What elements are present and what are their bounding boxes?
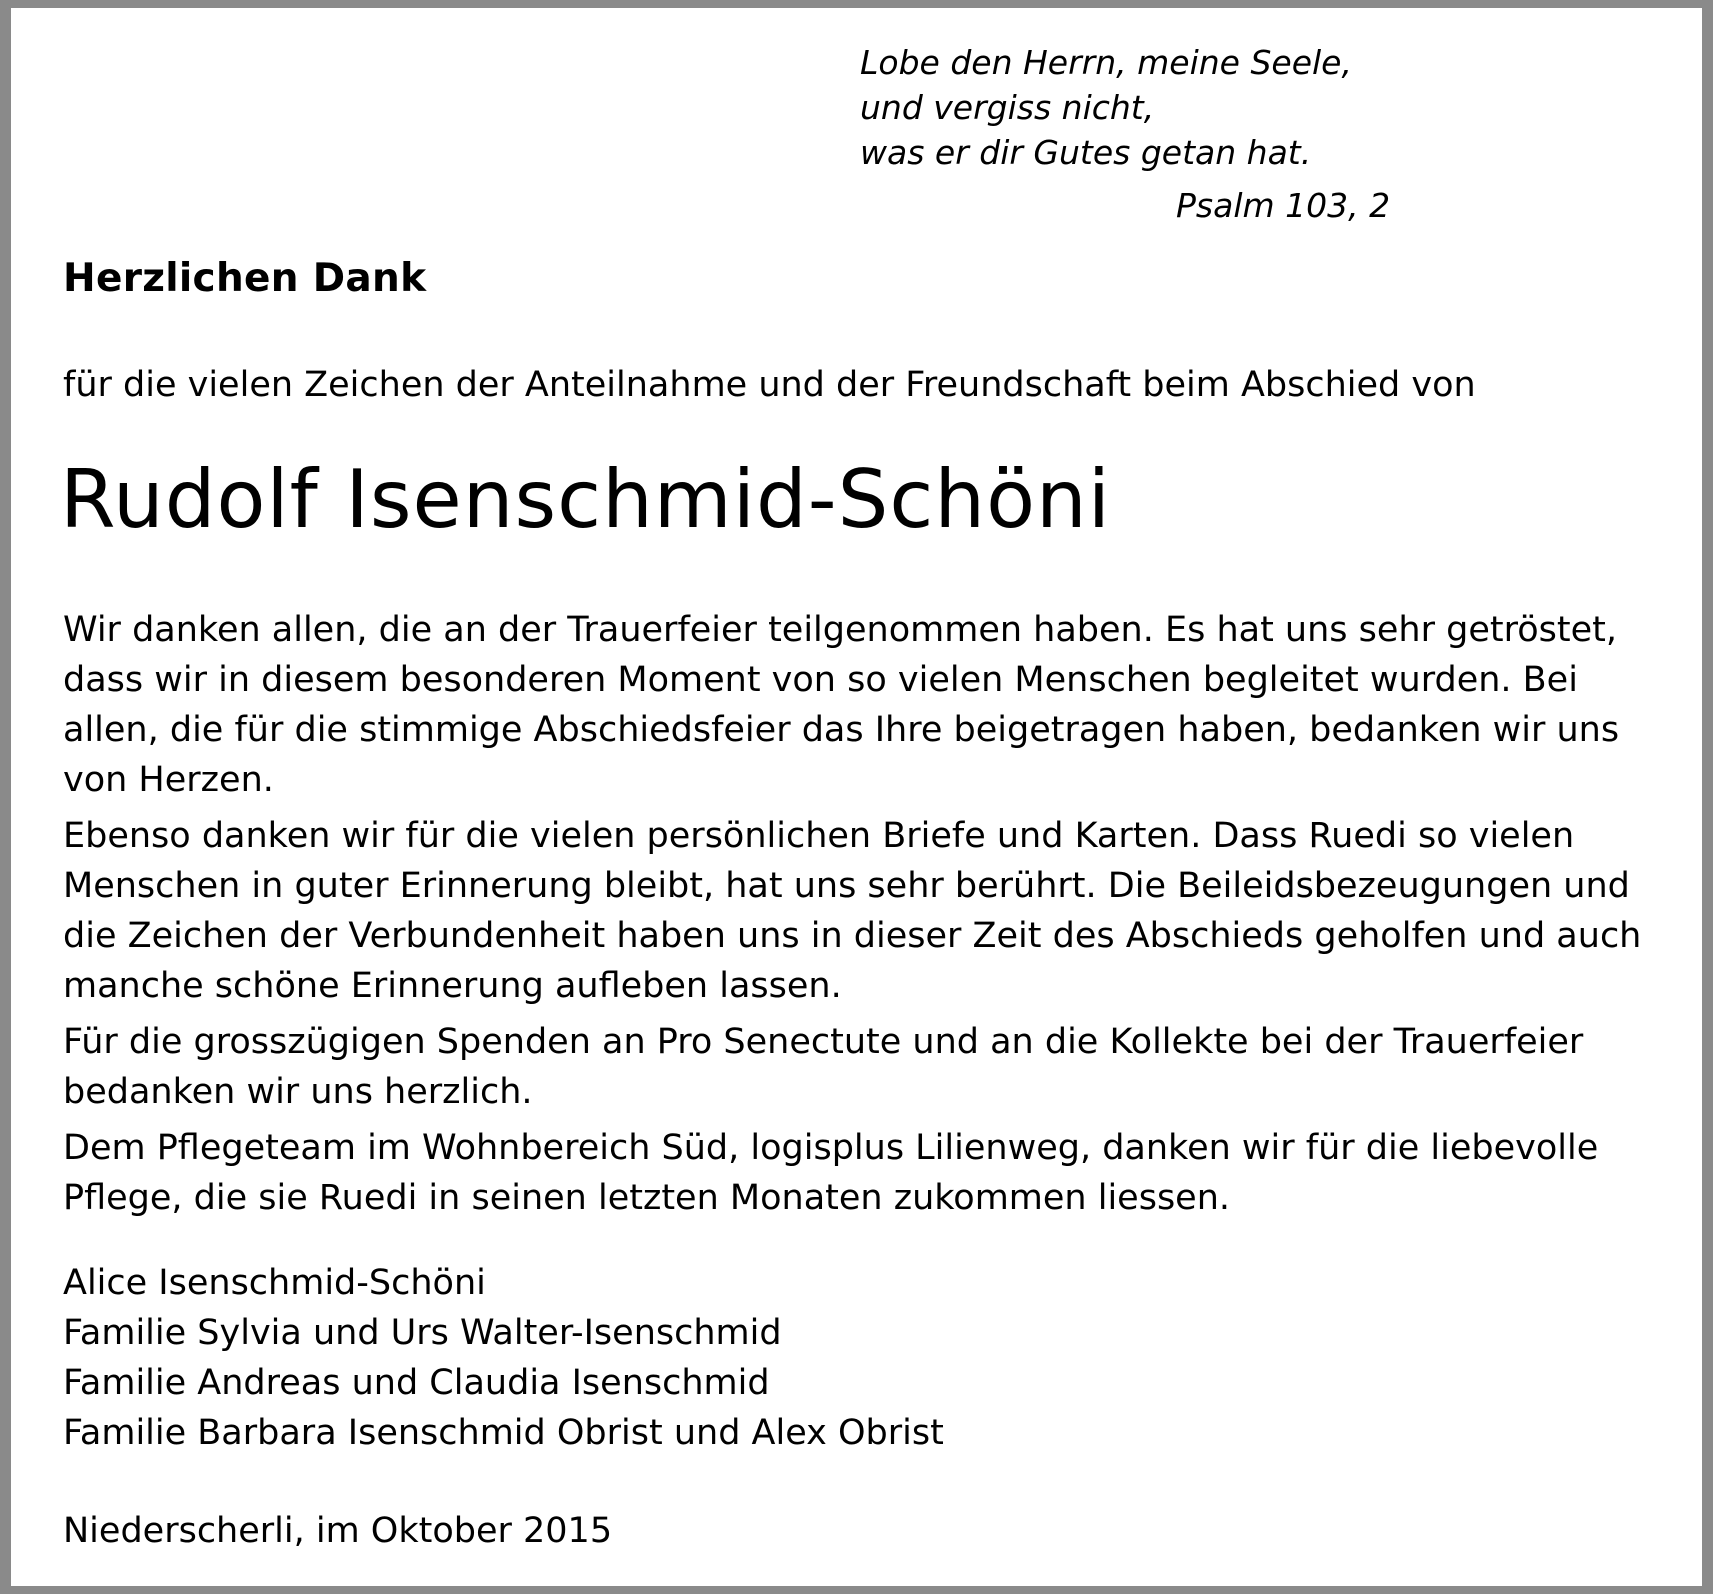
- bible-verse: [860, 40, 1352, 175]
- signer-name: Familie Sylvia und Urs Walter-Isenschmid: [63, 1313, 782, 1353]
- place-date: Niederscherli, im Oktober 2015: [63, 1511, 613, 1551]
- signer-name: Alice Isenschmid-Schöni: [63, 1263, 486, 1303]
- signer-name: Familie Barbara Isenschmid Obrist und Alex Obrist: [63, 1413, 944, 1453]
- verse-line: Lobe den Herrn, meine Seele,: [860, 43, 1352, 82]
- paragraph-line: Pflege, die sie Ruedi in seinen letzten Monaten zukommen liessen.: [63, 1178, 1231, 1218]
- paragraph-line: die Zeichen der Verbundenheit haben uns in dieser Zeit des Abschieds geholfen und auch: [63, 916, 1642, 956]
- paragraph-line: Für die grosszügigen Spenden an Pro Senectute und an die Kollekte bei der Trauerfeier: [63, 1022, 1584, 1062]
- deceased-name: Rudolf Isenschmid-Schöni: [60, 453, 1111, 546]
- paragraph-line: Ebenso danken wir für die vielen persönlichen Briefe und Karten. Dass Ruedi so vielen: [63, 816, 1575, 856]
- signer-name: Familie Andreas und Claudia Isenschmid: [63, 1363, 770, 1403]
- thanks-body: [63, 605, 1653, 1229]
- intro-text: für die vielen Zeichen der Anteilnahme und der Freundschaft beim Abschied von: [63, 365, 1476, 405]
- paragraph-line: Dem Pflegeteam im Wohnbereich Süd, logisplus Lilienweg, danken wir für die liebevolle: [63, 1128, 1599, 1168]
- verse-line: und vergiss nicht,: [860, 88, 1155, 127]
- paragraph-line: von Herzen.: [63, 760, 274, 800]
- notice-heading: Herzlichen Dank: [63, 256, 427, 301]
- paragraph-line: dass wir in diesem besonderen Moment von so vielen Menschen begleitet wurden. Bei: [63, 660, 1578, 700]
- paragraph-line: Menschen in guter Erinnerung bleibt, hat uns sehr berührt. Die Beileidsbezeugungen und: [63, 866, 1630, 906]
- thanks-paragraph: [63, 811, 1653, 1011]
- thanks-paragraph: [63, 605, 1653, 805]
- signers-list: [63, 1258, 944, 1458]
- verse-reference: Psalm 103, 2: [1176, 186, 1391, 225]
- paragraph-line: manche schöne Erinnerung aufleben lassen.: [63, 966, 842, 1006]
- paragraph-line: allen, die für die stimmige Abschiedsfeier das Ihre beigetragen haben, bedanken wir uns: [63, 710, 1620, 750]
- paragraph-line: Wir danken allen, die an der Trauerfeier teilgenommen haben. Es hat uns sehr getröstet,: [63, 610, 1617, 650]
- thanks-paragraph: [63, 1017, 1653, 1117]
- paragraph-line: bedanken wir uns herzlich.: [63, 1072, 533, 1112]
- thanks-paragraph: [63, 1123, 1653, 1223]
- verse-line: was er dir Gutes getan hat.: [860, 133, 1312, 172]
